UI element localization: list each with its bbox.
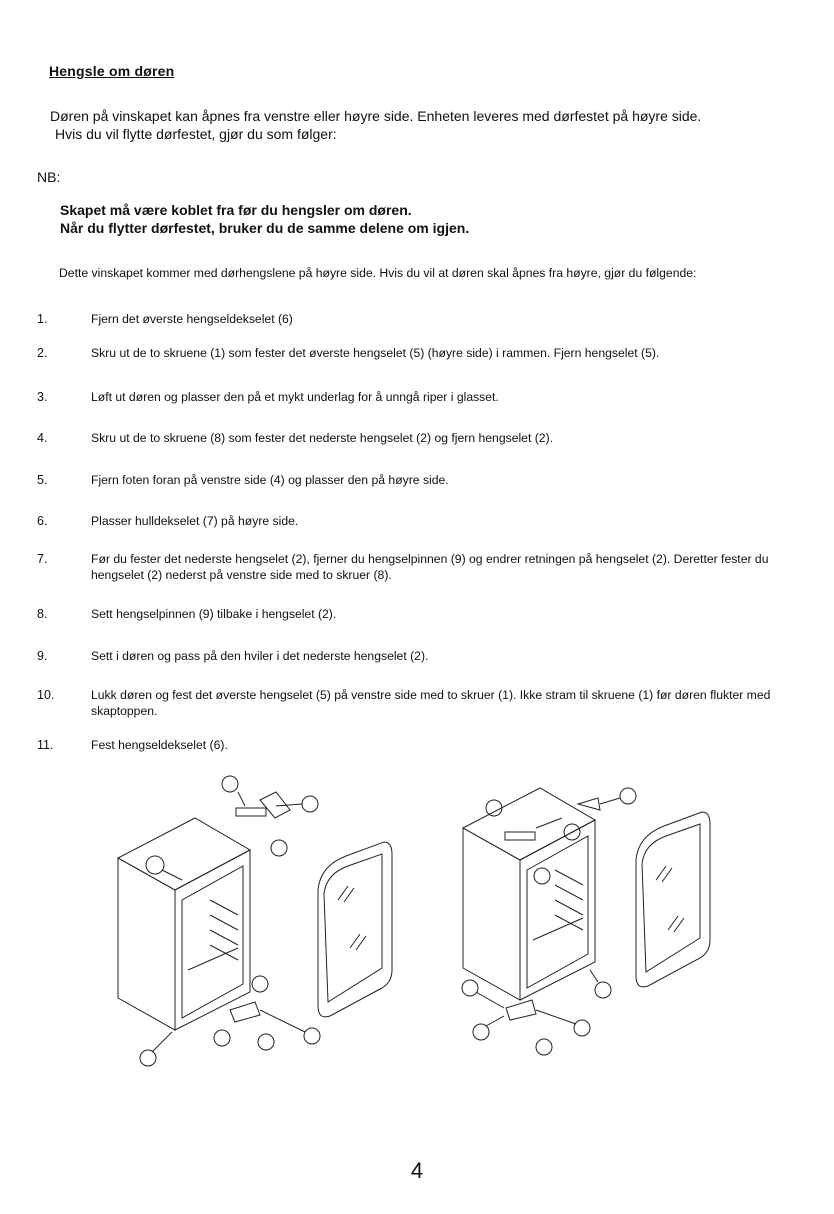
step-number: 8. — [37, 607, 48, 621]
intro-note: Dette vinskapet kommer med dørhengslene på høyre side. Hvis du vil at døren skal åpnes fra høyre, gjør du følgende: — [59, 266, 697, 280]
step-text: Løft ut døren og plasser den på et mykt underlag for å unngå riper i glasset. — [91, 390, 499, 404]
step-text: Før du fester det nederste hengselet (2), fjerner du hengselpinnen (9) og endrer retningen på hengselet (2). Deretter fester du hengselet (2) nederst på venstre side med to skruer (8). — [91, 552, 769, 582]
warning-line-1: Skapet må være koblet fra før du hengsler om døren. — [60, 202, 412, 218]
step-number: 7. — [37, 552, 48, 566]
step-text: Plasser hulldekselet (7) på høyre side. — [91, 514, 299, 528]
right-top-hinge-drawing — [486, 788, 636, 884]
step-number: 11. — [37, 738, 54, 752]
step-number: 10. — [37, 688, 55, 702]
step-number: 2. — [37, 346, 48, 360]
page-title: Hengsle om døren — [49, 63, 175, 79]
left-cabinet-drawing — [118, 818, 250, 1030]
right-door-drawing — [636, 812, 710, 987]
right-cabinet-drawing — [463, 788, 595, 1000]
step-text: Skru ut de to skruene (8) som fester det nederste hengselet (2) og fjern hengselet (2). — [91, 431, 554, 445]
step-number: 1. — [37, 312, 48, 326]
door-reversal-diagram — [100, 770, 740, 1080]
step-text: Sett i døren og pass på den hviler i det nederste hengselet (2). — [91, 649, 429, 663]
step-text: Fjern det øverste hengseldekselet (6) — [91, 312, 293, 326]
step-text: Fjern foten foran på venstre side (4) og plasser den på høyre side. — [91, 473, 449, 487]
left-door-drawing — [318, 842, 392, 1017]
step-number: 9. — [37, 649, 48, 663]
step-number: 4. — [37, 431, 48, 445]
step-text: Sett hengselpinnen (9) tilbake i hengselet (2). — [91, 607, 337, 621]
step-text: Lukk døren og fest det øverste hengselet (5) på venstre side med to skruer (1). Ikke stram til skruene (1) før døren flukter med skaptoppen. — [91, 688, 771, 718]
nb-label: NB: — [37, 169, 61, 185]
step-number: 5. — [37, 473, 48, 487]
step-text: Fest hengseldekselet (6). — [91, 738, 228, 752]
step-number: 3. — [37, 390, 48, 404]
page-number: 4 — [410, 1158, 424, 1183]
left-top-hinge-drawing — [222, 776, 318, 856]
step-number: 6. — [37, 514, 48, 528]
intro-line-1: Døren på vinskapet kan åpnes fra venstre eller høyre side. Enheten leveres med dørfestet på høyre side. — [50, 108, 702, 124]
left-bottom-hinge-drawing — [140, 856, 320, 1066]
intro-line-2: Hvis du vil flytte dørfestet, gjør du som følger: — [55, 126, 337, 142]
warning-line-2: Når du flytter dørfestet, bruker du de samme delene om igjen. — [60, 220, 470, 236]
step-text: Skru ut de to skruene (1) som fester det øverste hengselet (5) (høyre side) i rammen. Fjern hengselet (5). — [91, 346, 660, 360]
